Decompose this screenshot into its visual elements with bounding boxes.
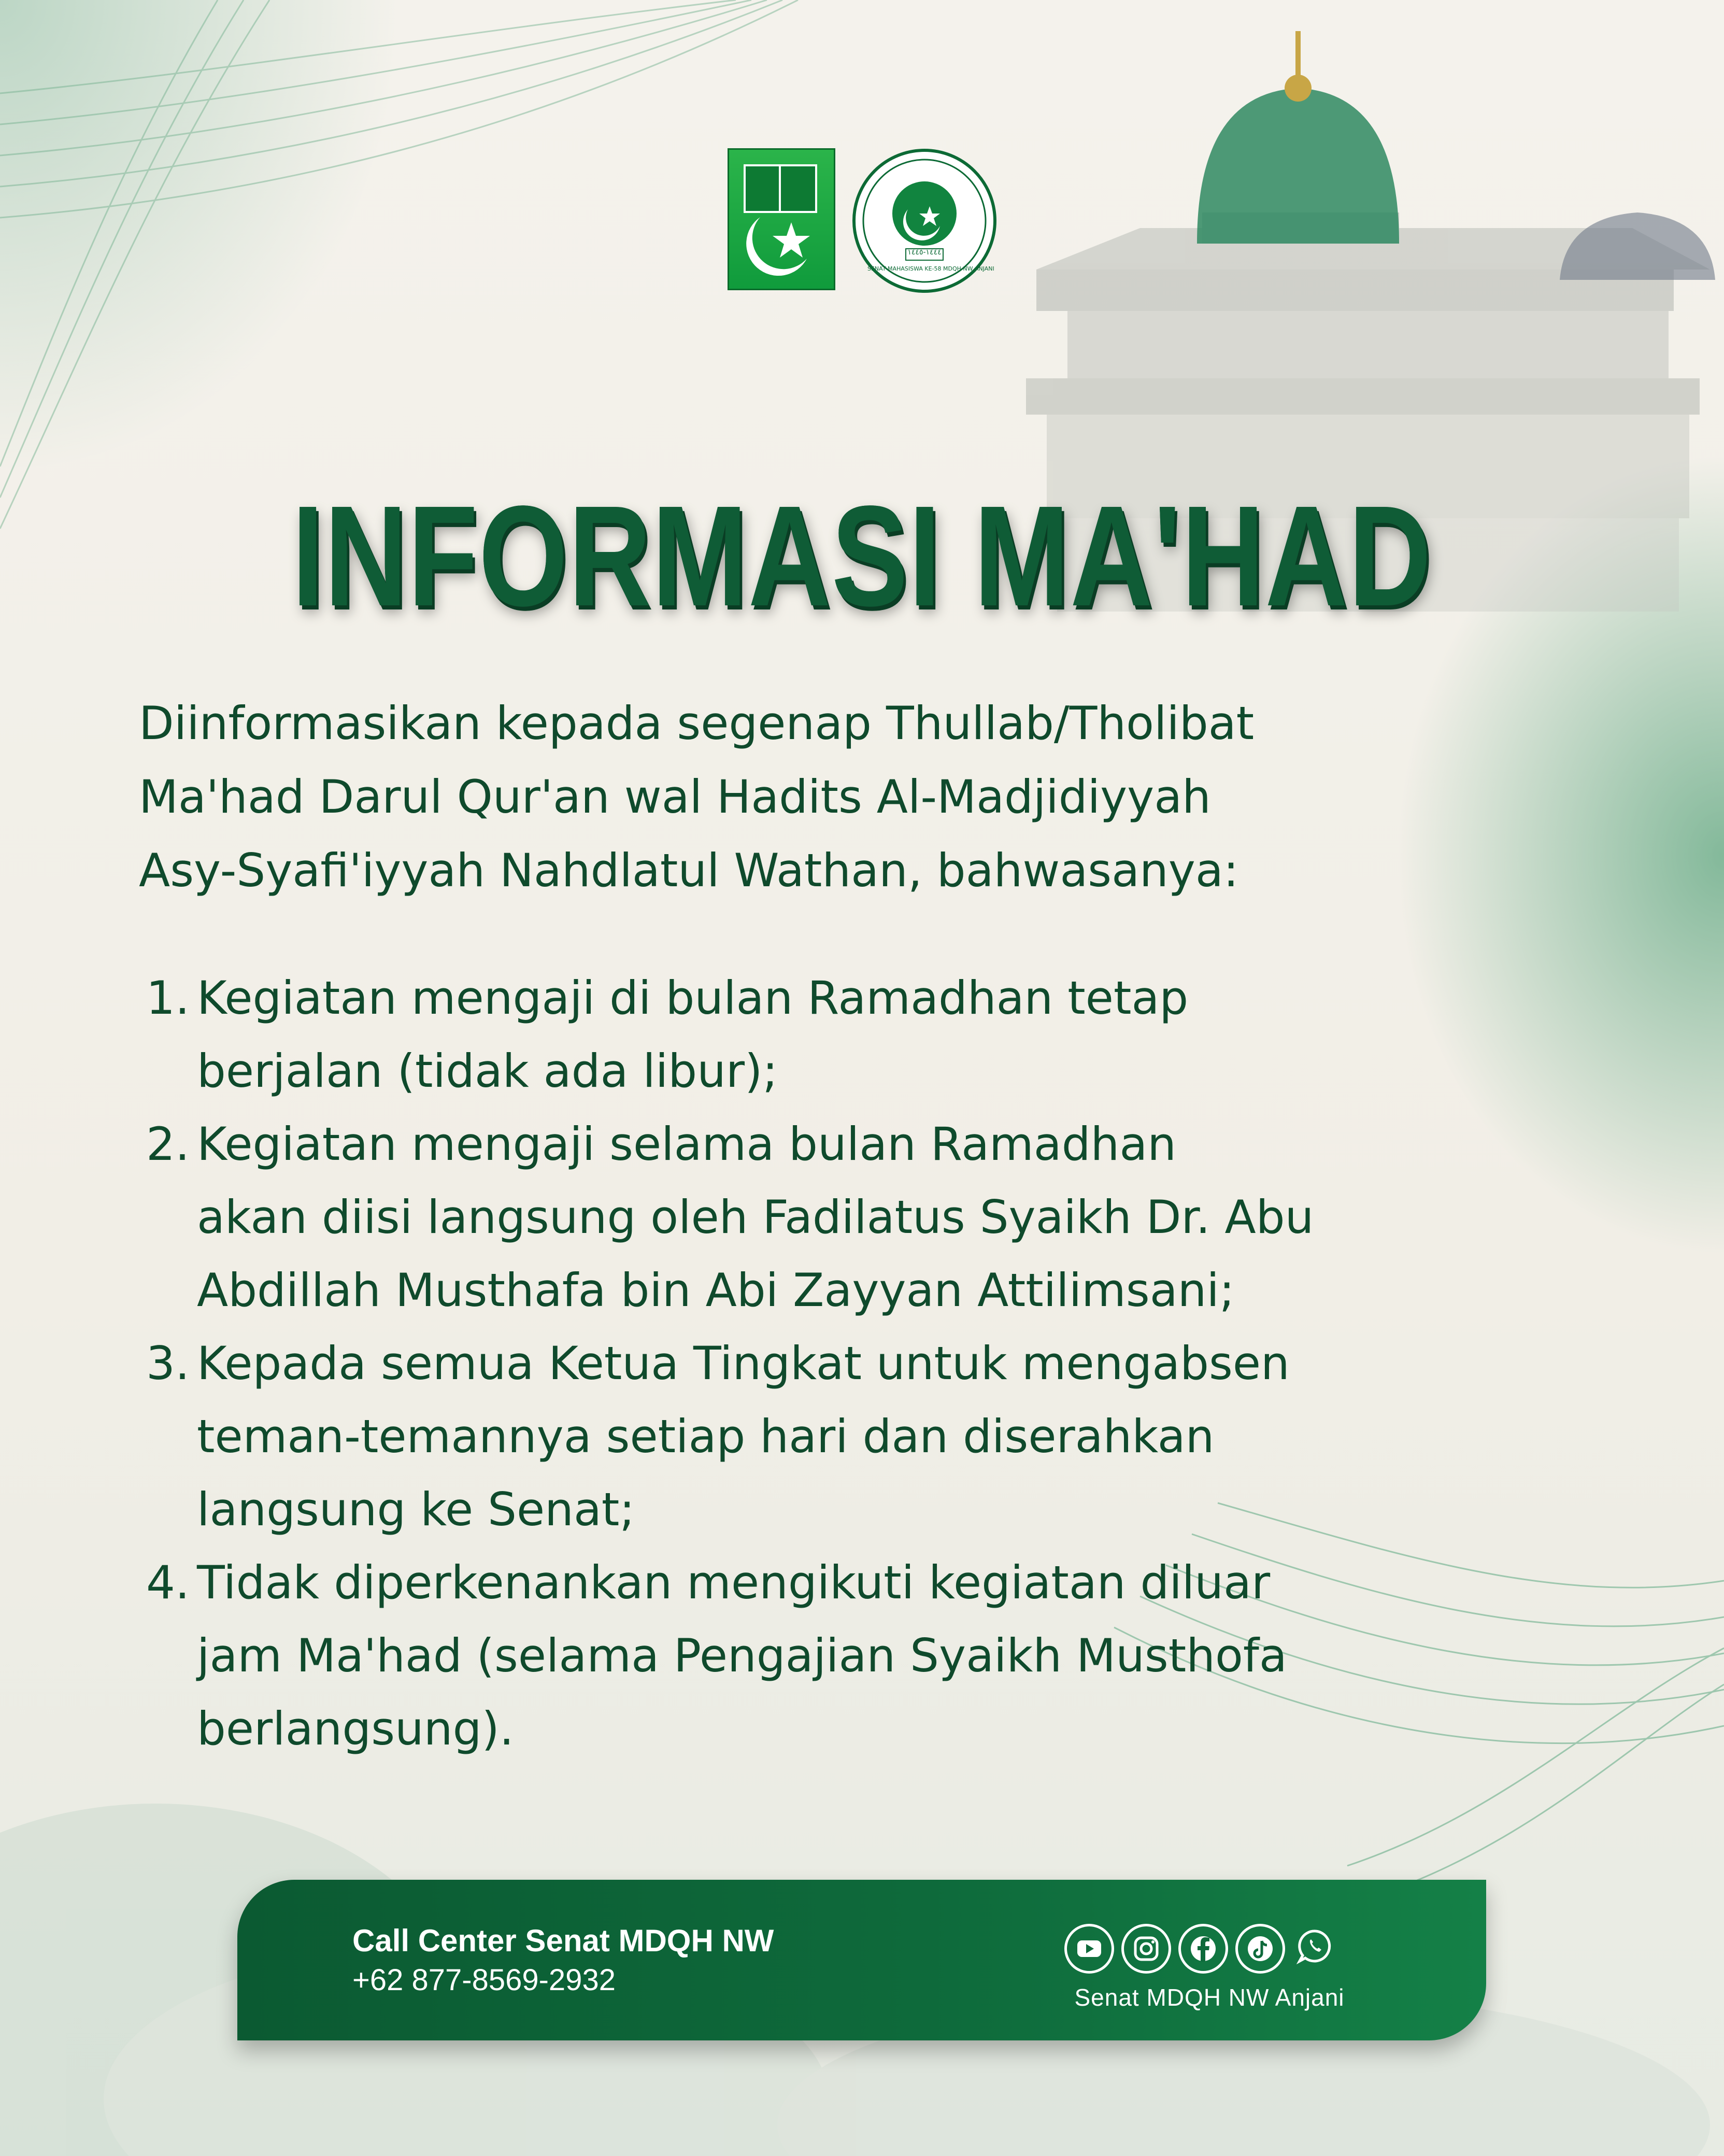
call-center-number[interactable]: +62 877-8569-2932 [352,1963,616,1997]
whatsapp-icon[interactable] [1292,1924,1342,1974]
seal-text: SENAT MAHASISWA KE-58 MDQH NW ANJANI [867,265,994,272]
info-list [133,961,1542,1765]
footer-banner [237,1880,1486,2040]
call-center-label: Call Center Senat MDQH NW [352,1923,774,1958]
list-item [133,1327,1542,1546]
list-item [133,1108,1542,1327]
item-number: 1. [146,971,190,1025]
item-number: 3. [146,1337,190,1390]
instagram-icon[interactable] [1121,1924,1171,1974]
item-line: jam Ma'had (selama Pengajian Syaikh Musthofa [197,1629,1287,1682]
facebook-icon[interactable] [1178,1924,1228,1974]
intro-line: Asy-Syafi'iyyah Nahdlatul Wathan, bahwasanya: [139,844,1239,897]
intro-paragraph [139,687,1486,907]
nw-emblem-icon [729,150,834,289]
item-line: Kegiatan mengaji di bulan Ramadhan tetap [197,971,1189,1025]
item-line: Kepada semua Ketua Tingkat untuk mengabsen [197,1337,1290,1390]
page-title: INFORMASI MA'HAD [292,476,1432,636]
senat-seal [852,148,997,293]
youtube-icon[interactable] [1064,1924,1114,1974]
item-line: teman-temannya setiap hari dan diserahkan [197,1410,1215,1463]
item-line: berlangsung). [197,1702,514,1755]
item-line: akan diisi langsung oleh Fadilatus Syaikh Dr. Abu [197,1190,1314,1244]
logos [728,148,997,293]
item-line: langsung ke Senat; [197,1483,635,1536]
seal-year: ١٤٤٤-١٤٤٥ [907,248,942,257]
intro-line: Ma'had Darul Qur'an wal Hadits Al-Madjidiyyah [139,770,1211,824]
social-icons [1064,1924,1355,1978]
nw-logo-square [728,148,835,290]
item-number: 4. [146,1556,190,1609]
item-line: berjalan (tidak ada libur); [197,1044,778,1098]
top-left-wave-lines [0,0,798,529]
list-item [133,961,1542,1108]
item-number: 2. [146,1117,190,1171]
item-line: Tidak diperkenankan mengikuti kegiatan diluar [197,1556,1271,1609]
list-item [133,1546,1542,1765]
intro-line: Diinformasikan kepada segenap Thullab/Tholibat [139,697,1255,750]
item-line: Kegiatan mengaji selama bulan Ramadhan [197,1117,1177,1171]
social-handle: Senat MDQH NW Anjani [1074,1984,1345,2011]
tiktok-icon[interactable] [1235,1924,1285,1974]
item-line: Abdillah Musthafa bin Abi Zayyan Attilimsani; [197,1264,1235,1317]
